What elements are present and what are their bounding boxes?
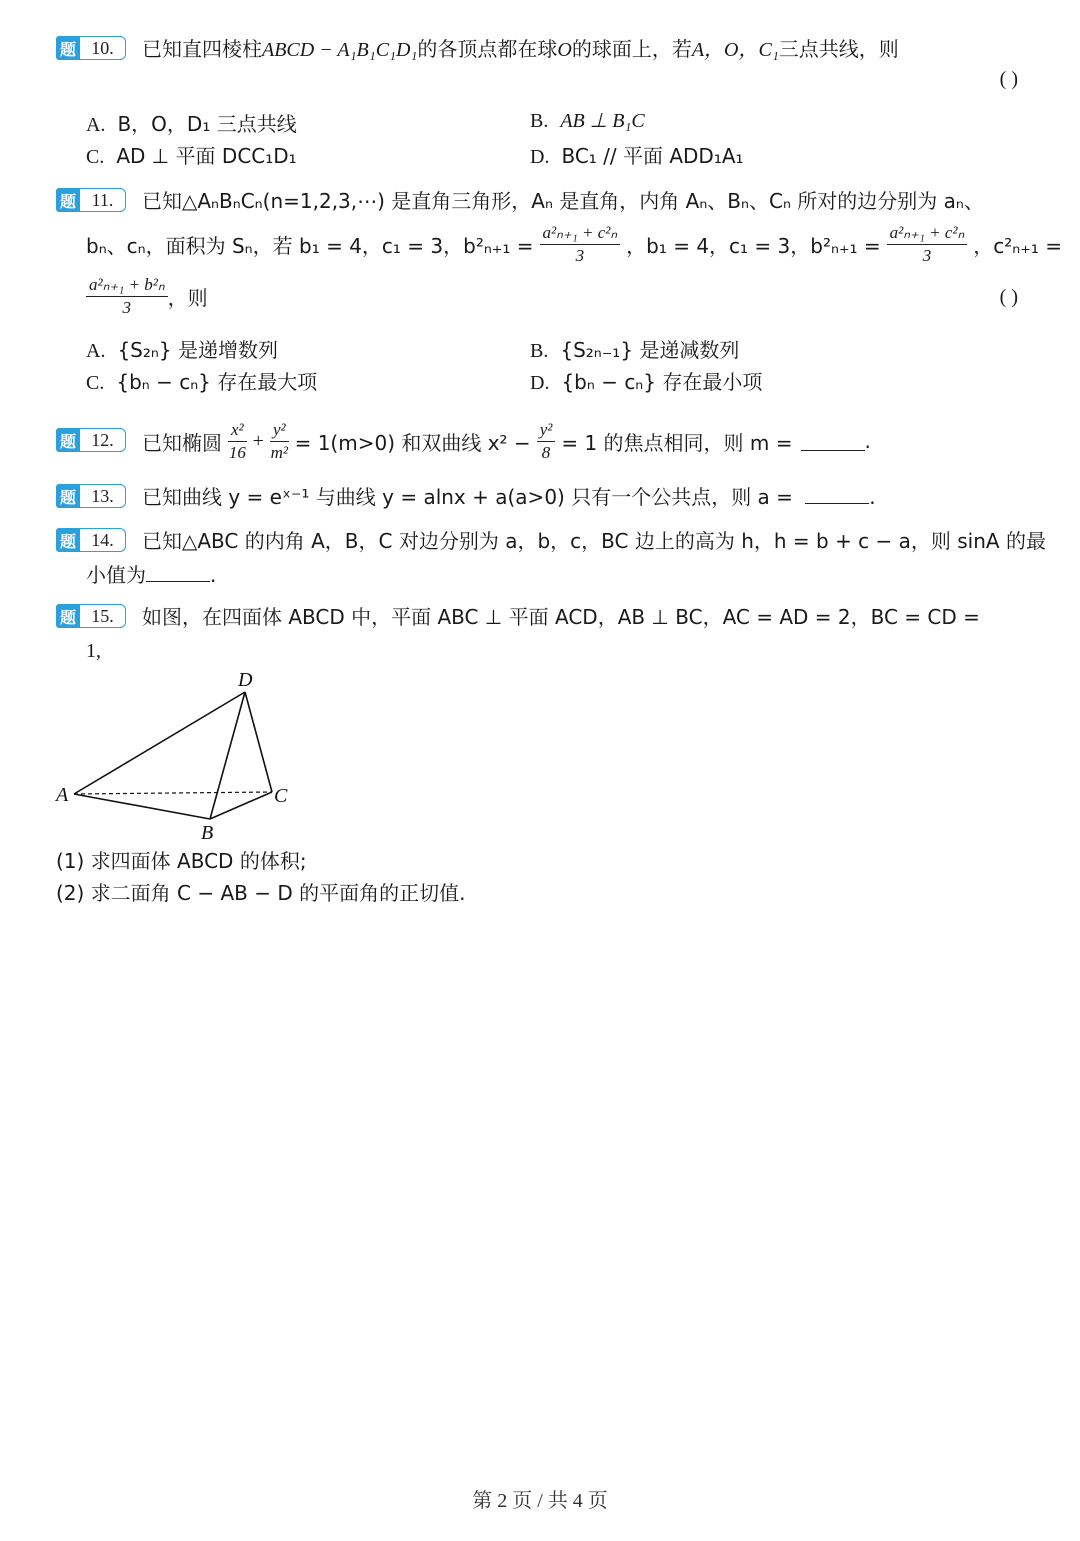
vertex-label-b: B — [201, 822, 214, 844]
question-icon: 题 — [56, 36, 80, 60]
question-stem-line1: 如图，在四面体 ABCD 中，平面 ABC ⊥ 平面 ACD，AB ⊥ BC，AC = AD = 2，BC = CD = — [142, 605, 980, 629]
option-a: A. {S₂ₙ} 是递增数列 — [86, 338, 278, 362]
question-number-badge — [56, 528, 126, 552]
option-d: D. {bₙ − cₙ} 存在最小项 — [530, 370, 763, 394]
question-number: 14. — [80, 528, 126, 552]
answer-blank[interactable] — [805, 485, 869, 504]
answer-blank[interactable] — [146, 563, 210, 582]
question-15 — [56, 604, 1026, 664]
question-stem-line2: 小值为 . — [86, 563, 217, 587]
question-14 — [56, 528, 1046, 592]
answer-blank[interactable] — [801, 432, 865, 451]
fraction-y2-8: $\frac{\text{y²}}{8}$ — [537, 419, 556, 464]
question-icon: 题 — [56, 604, 80, 628]
question-number-badge — [56, 604, 126, 628]
question-13 — [56, 484, 1026, 514]
question-number: 13. — [80, 484, 126, 508]
vertex-label-c: C — [274, 785, 288, 807]
edge-ad — [74, 692, 245, 794]
edge-ac-hidden — [74, 792, 272, 794]
option-b: B. AB ⊥ B₁C — [530, 110, 645, 132]
question-icon: 题 — [56, 428, 80, 452]
option-d: D. BC₁ // 平面 ADD₁A₁ — [530, 144, 744, 168]
edge-ab — [74, 794, 210, 819]
question-stem-line1: 已知△AₙBₙCₙ(n=1,2,3,⋯) 是直角三角形，Aₙ 是直角，内角 Aₙ、Bₙ、Cₙ 所对的边分别为 aₙ、 — [142, 189, 984, 213]
option-c: C. {bₙ − cₙ} 存在最大项 — [86, 370, 318, 394]
question-number: 15. — [80, 604, 126, 628]
fraction-y2-m2: $\frac{\text{y²}}{\text{m²}}$ — [270, 419, 288, 462]
question-stem-line2: 1, — [86, 640, 101, 662]
option-c: C. AD ⊥ 平面 DCC₁D₁ — [86, 144, 297, 168]
fraction-3: $\frac{\text{a²ₙ₊₁ + b²ₙ}}{3}$ — [86, 274, 168, 319]
question-number-badge — [56, 188, 126, 212]
tetrahedron-figure — [52, 664, 302, 844]
question-12 — [56, 416, 1026, 472]
edge-db — [210, 692, 245, 819]
answer-bracket: ( ) — [999, 68, 1018, 90]
question-number-badge — [56, 36, 126, 60]
question-stem: 已知椭圆 $\frac{\text{x²}}{16}$ + $\frac{\text{y²}}{\text{m²}}$ = 1(m>0) 和双曲线 x² − $\frac{\text{y²}}{8}$ = 1 的焦点相同，则 m = . — [142, 419, 871, 462]
question-number-badge — [56, 484, 126, 508]
question-15-part-1: (1) 求四面体 ABCD 的体积; — [56, 849, 307, 873]
fraction-1: $\frac{\text{a²ₙ₊₁ + c²ₙ}}{3}$ — [540, 222, 621, 267]
vertex-label-d: D — [238, 669, 253, 691]
question-icon: 题 — [56, 528, 80, 552]
fraction-2: $\frac{\text{a²ₙ₊₁ + c²ₙ}}{3}$ — [887, 222, 968, 267]
question-stem-line2: bₙ、cₙ，面积为 Sₙ，若 b₁ = 4，c₁ = 3，b²ₙ₊₁ = $\frac{\text{a²ₙ₊₁ + c²ₙ}}{3}$ ，b₁ = 4，c₁ = 3，b²ₙ₊₁ = $\frac{\text{a²ₙ₊₁ + c²ₙ}}{3}$ ，c²ₙ₊₁ = — [86, 222, 1062, 265]
question-11 — [56, 188, 1062, 398]
question-number-badge — [56, 428, 126, 452]
question-stem: 已知曲线 y = eˣ⁻¹ 与曲线 y = alnx + a(a>0) 只有一个公共点，则 a = . — [142, 485, 876, 509]
question-icon: 题 — [56, 188, 80, 212]
question-stem-line1: 已知△ABC 的内角 A，B，C 对边分别为 a，b，c，BC 边上的高为 h，h = b + c − a，则 sinA 的最 — [142, 529, 1046, 553]
answer-bracket: ( ) — [999, 286, 1018, 308]
fraction-x2-16: $\frac{\text{x²}}{16}$ — [228, 419, 246, 462]
edge-bc — [210, 792, 272, 819]
question-stem-line3: $\frac{\text{a²ₙ₊₁ + b²ₙ}}{3}$ ，则 — [86, 274, 208, 318]
option-b: B. {S₂ₙ₋₁} 是递减数列 — [530, 338, 740, 362]
question-icon: 题 — [56, 484, 80, 508]
vertex-label-a: A — [56, 784, 69, 806]
edge-dc — [245, 692, 272, 792]
question-number: 10. — [80, 36, 126, 60]
question-number: 11. — [80, 188, 126, 212]
page-footer: 第 2 页 / 共 4 页 — [472, 1490, 608, 1512]
question-stem: 已知直四棱柱ABCD − A₁B₁C₁D₁的各顶点都在球O的球面上，若A，O，C₁三点共线，则 — [142, 37, 899, 61]
question-number: 12. — [80, 428, 126, 452]
question-15-part-2: (2) 求二面角 C − AB − D 的平面角的正切值. — [56, 881, 466, 905]
question-10 — [56, 36, 1026, 176]
option-a: A. B，O，D₁ 三点共线 — [86, 112, 297, 136]
